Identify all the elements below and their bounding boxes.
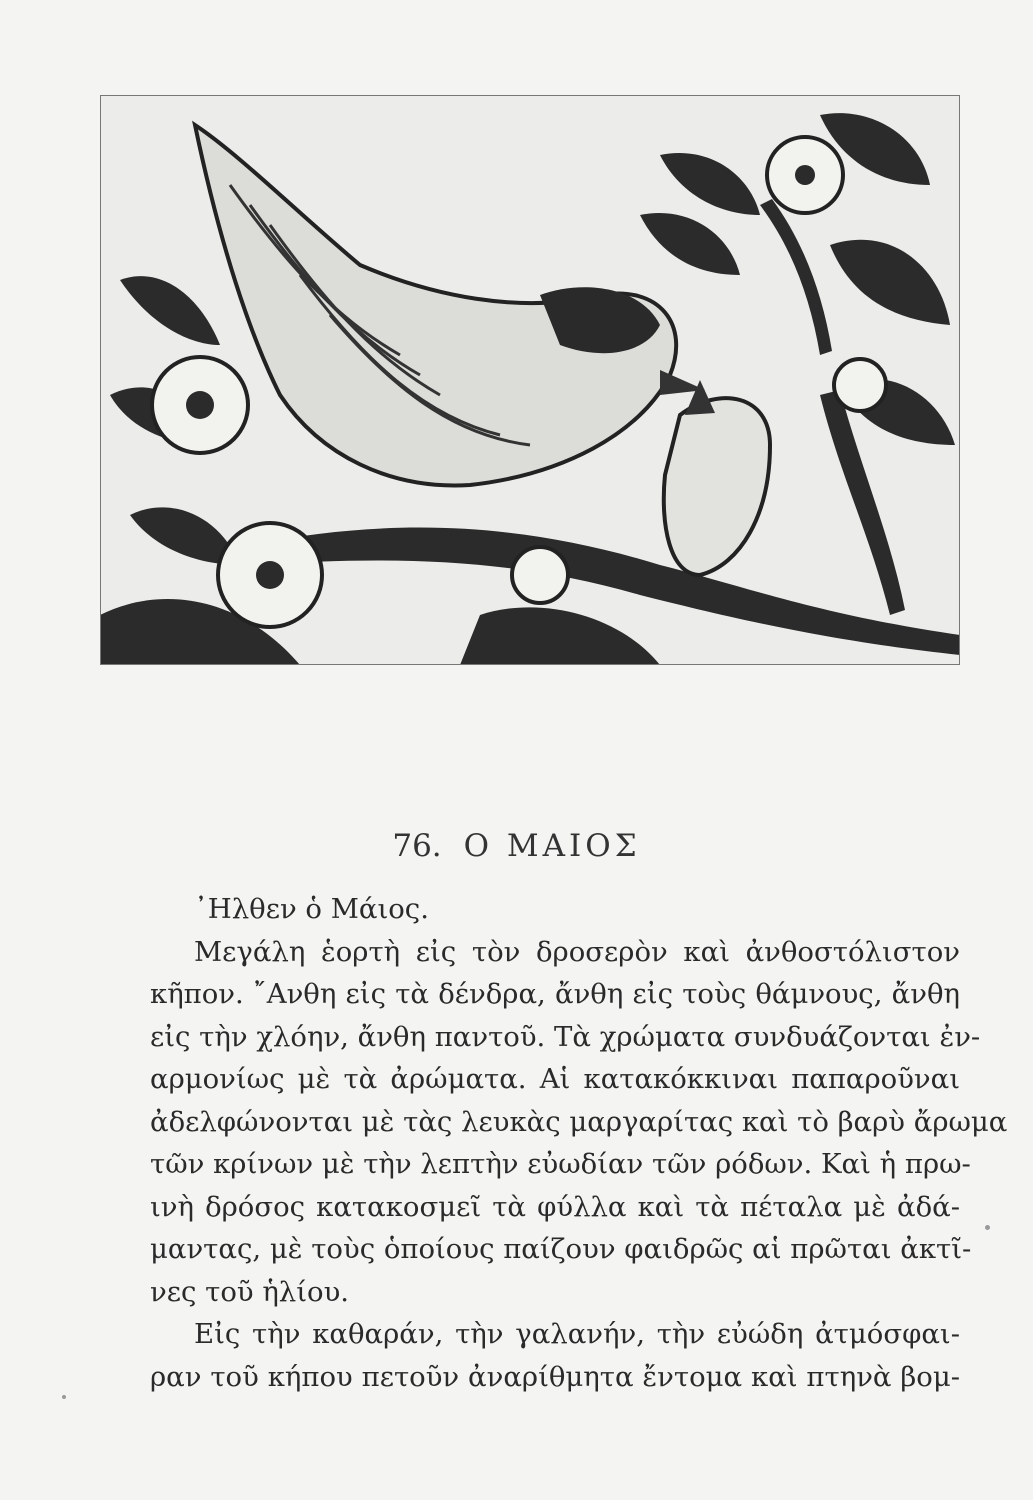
chapter-number: 76. bbox=[392, 828, 442, 864]
text-line: εἰς τὴν χλόην, ἄνθη παντοῦ. Τὰ χρώματα συνδυάζονται ἐν- bbox=[150, 1020, 981, 1053]
text-line: αρμονίως μὲ τὰ ἀρώματα. Αἱ κατακόκκιναι παπαροῦναι bbox=[150, 1063, 960, 1095]
text-line: ἀδελφώνονται μὲ τὰς λευκὰς μαργαρίτας καὶ τὸ βαρὺ ἄρωμα bbox=[150, 1105, 1008, 1138]
chapter-title bbox=[0, 828, 1033, 864]
text-line: μαντας, μὲ τοὺς ὁποίους παίζουν φαιδρῶς αἱ πρῶται ἀκτῖ- bbox=[150, 1233, 972, 1265]
text-line: ινὴ δρόσος κατακοσμεῖ τὰ φύλλα καὶ τὰ πέταλα μὲ ἀδά- bbox=[150, 1190, 960, 1223]
bird-engraving-illustration bbox=[100, 95, 960, 665]
engraving-birds-flowers-icon bbox=[100, 95, 960, 665]
text-line: Μεγάλη ἑορτὴ εἰς τὸν δροσερὸν καὶ ἀνθοστόλιστον bbox=[194, 935, 960, 968]
text-line: Εἰς τὴν καθαράν, τὴν γαλανήν, τὴν εὐώδη ἀτμόσφαι- bbox=[194, 1318, 960, 1350]
paper-speck bbox=[985, 1225, 990, 1230]
paper-speck bbox=[62, 1395, 66, 1399]
text-line: τῶν κρίνων μὲ τὴν λεπτὴν εὐωδίαν τῶν ρόδων. Καὶ ἡ πρω- bbox=[150, 1148, 971, 1180]
text-line: ᾿Ηλθεν ὁ Μάιος. bbox=[194, 893, 429, 925]
text-line: νες τοῦ ἡλίου. bbox=[150, 1275, 350, 1308]
chapter-body bbox=[150, 888, 1008, 1398]
chapter-name: Ο ΜΑΙΟΣ bbox=[463, 828, 641, 864]
text-line: ραν τοῦ κήπου πετοῦν ἀναρίθμητα ἔντομα καὶ πτηνὰ βομ- bbox=[150, 1360, 960, 1393]
text-line: κῆπον. ῎Ανθη εἰς τὰ δένδρα, ἄνθη εἰς τοὺς θάμνους, ἄνθη bbox=[150, 978, 960, 1010]
